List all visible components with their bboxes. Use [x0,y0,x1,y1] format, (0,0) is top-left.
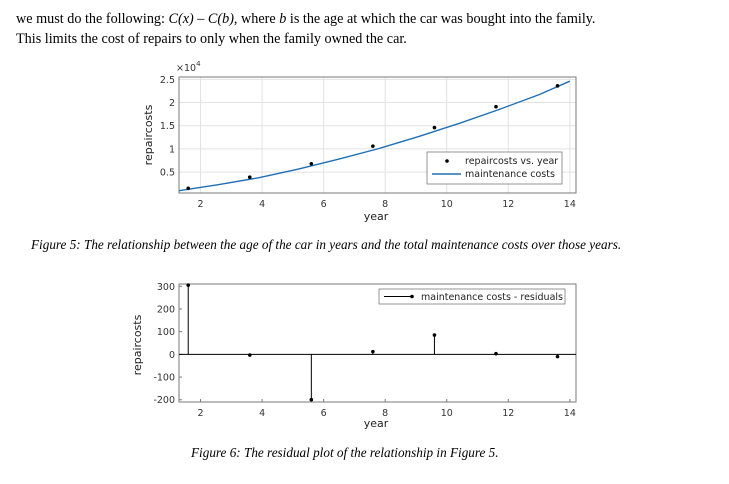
paragraph-line2: This limits the cost of repairs to only when the family owned the car. [16,31,407,47]
x-tick-label: 14 [563,199,576,210]
legend-entry-2: maintenance costs [465,169,555,180]
figure-6-caption: Figure 6: The residual plot of the relationship in Figure 5. [191,445,499,460]
x-tick-label: 10 [440,408,453,419]
x-tick-label: 4 [259,199,266,210]
residual-point [556,355,560,359]
x-tick-label: 12 [502,408,515,419]
y-tick-label: 0 [168,349,175,361]
data-point [186,187,190,191]
y-axis-label: repaircosts [131,314,144,376]
legend [427,152,562,184]
paragraph-post: is the age at which the car was bought into the family. [286,11,596,27]
data-point [371,144,375,148]
y-tick-label: 200 [156,304,175,316]
x-tick-label: 10 [440,199,453,210]
data-point [310,162,314,166]
residual-point [494,352,498,356]
legend-entry-1: repaircosts vs. year [465,156,559,167]
x-tick-label: 6 [320,408,327,419]
data-point [556,84,560,88]
y-tick-label: 1.5 [159,121,175,133]
tick-labels [160,75,576,210]
paragraph-var-b: b [279,11,287,27]
y-tick-label: -100 [153,372,175,384]
paragraph-formula: C(x) – C(b) [168,11,234,27]
y-tick-label: 300 [156,281,175,293]
y-tick-label: 0.5 [159,167,175,179]
y-tick-label: -200 [153,395,175,407]
figure-5-caption: Figure 5: The relationship between the age of the car in years and the total maintenance costs over those years. [31,237,622,252]
data-point [433,126,437,130]
data-point [248,175,252,179]
y-tick-label: 2.5 [159,74,175,86]
data-point [494,105,498,109]
paragraph-pre: we must do the following: [16,11,169,27]
x-tick-label: 14 [563,408,576,419]
paragraph-mid: , where [233,11,280,27]
figure-5-chart [0,0,729,240]
x-tick-label: 12 [502,199,515,210]
y-tick-label: 2 [168,98,175,110]
x-axis-label: year [363,417,389,430]
legend-entry: maintenance costs - residuals [421,292,563,303]
x-tick-label: 4 [259,408,266,419]
y-axis-label: repaircosts [142,104,155,166]
legend-marker-points [445,159,449,163]
legend [379,289,565,304]
x-tick-label: 2 [197,199,204,210]
x-tick-label: 2 [197,408,204,419]
y-exponent-label: $\times 10^4$ [176,60,201,74]
y-tick-label: 100 [156,327,175,339]
residual-point [310,398,314,402]
residual-point [248,353,252,357]
residual-point [433,333,437,337]
legend-marker-point [410,295,414,299]
y-tick-label: 1 [168,144,175,156]
figure-6-chart [0,270,729,470]
x-axis-label: year [363,210,389,223]
x-tick-label: 6 [320,199,327,210]
residual-point [371,350,375,354]
x-tick-label: 8 [382,199,389,210]
residual-point [186,283,190,287]
x-tick-label: 8 [382,408,389,419]
